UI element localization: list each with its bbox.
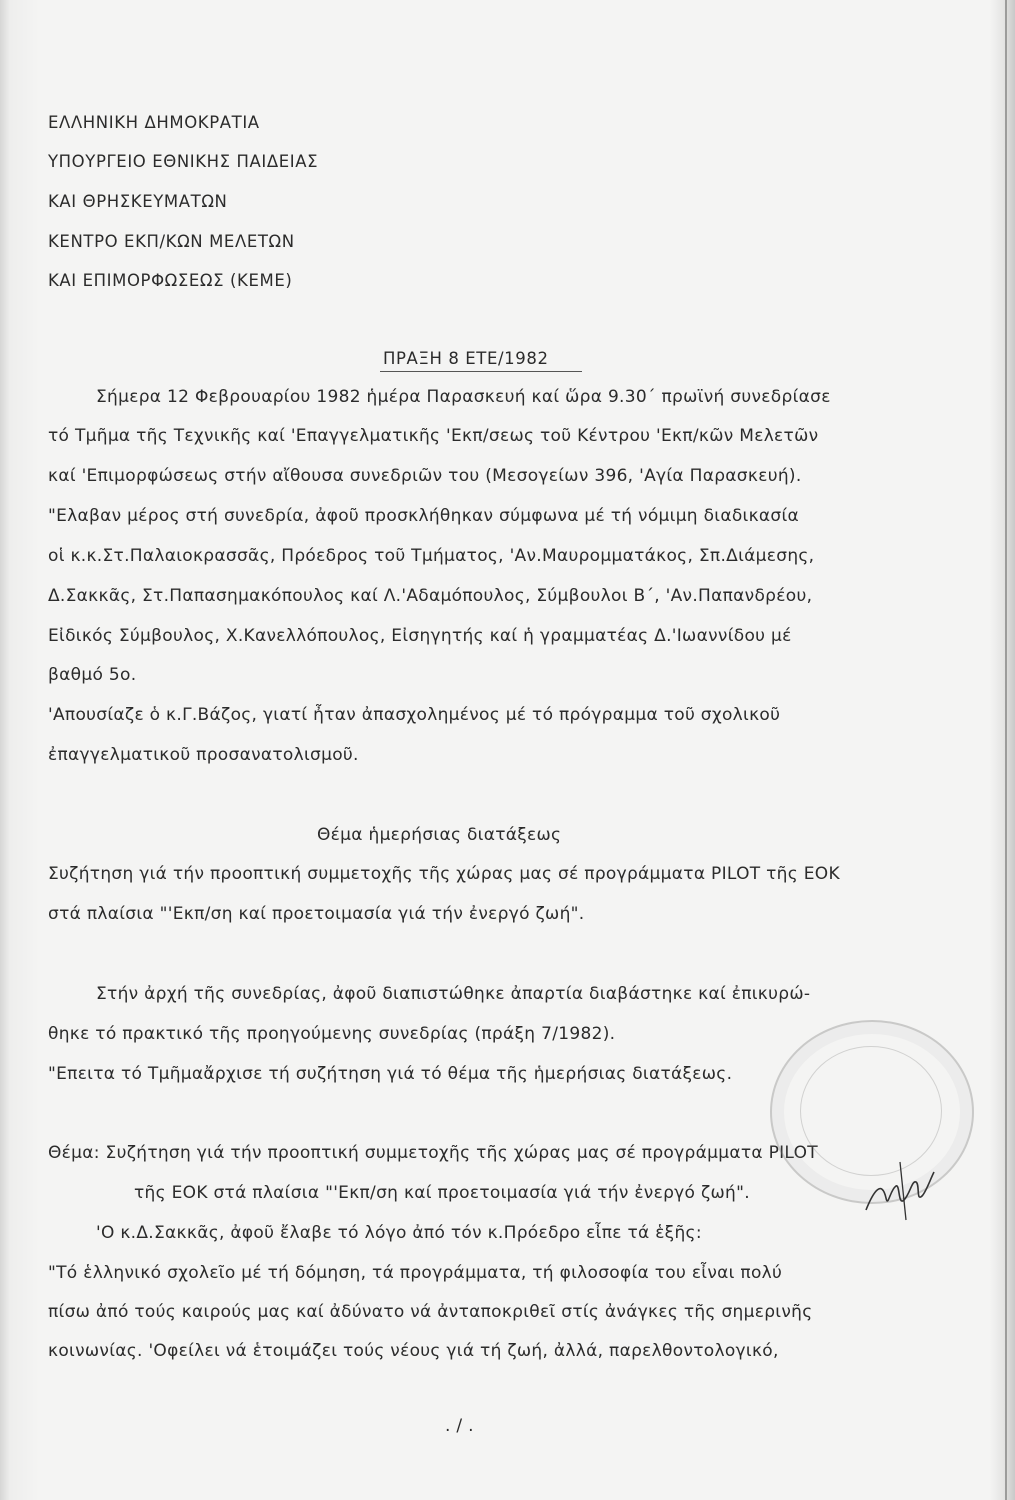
body-line-8: βαθμό 5ο.: [48, 665, 137, 685]
body-line-10: ἐπαγγελματικοῦ προσανατολισμοῦ.: [48, 745, 359, 765]
agenda-line-2: στά πλαίσια "'Εκπ/ση καί προετοιμασία γιά τήν ἐνεργό ζωή".: [48, 904, 585, 924]
header-line-4: ΚΕΝΤΡΟ ΕΚΠ/ΚΩΝ ΜΕΛΕΤΩΝ: [48, 232, 295, 251]
header-line-5: ΚΑΙ ΕΠΙΜΟΡΦΩΣΕΩΣ (ΚΕΜΕ): [48, 271, 293, 290]
body-line-9: 'Απουσίαζε ὁ κ.Γ.Βάζος, γιατί ἦταν ἀπασχολημένος μέ τό πρόγραμμα τοῦ σχολικοῦ: [48, 705, 781, 725]
body-line-5: οἱ κ.κ.Στ.Παλαιοκρασσᾶς, Πρόεδρος τοῦ Τμήματος, 'Αν.Μαυρομματάκος, Σπ.Διάμεσης,: [48, 546, 815, 566]
page-continuation-mark: . / .: [445, 1416, 474, 1436]
body-line-11: Στήν ἀρχή τῆς συνεδρίας, ἀφοῦ διαπιστώθηκε ἀπαρτία διαβάστηκε καί ἐπικυρώ-: [96, 984, 811, 1004]
document-title: ΠΡΑΞΗ 8 ΕΤΕ/1982: [383, 349, 549, 368]
subject-line-2: τῆς ΕΟΚ στά πλαίσια "'Εκπ/ση καί προετοιμασία γιά τήν ἐνεργό ζωή".: [134, 1183, 750, 1203]
header-line-2: ΥΠΟΥΡΓΕΙΟ ΕΘΝΙΚΗΣ ΠΑΙΔΕΙΑΣ: [48, 152, 319, 171]
body-line-1: Σήμερα 12 Φεβρουαρίου 1982 ἡμέρα Παρασκευή καί ὥρα 9.30΄ πρωϊνή συνεδρίασε: [96, 387, 831, 407]
paper-edge: [1005, 0, 1007, 1500]
body-line-4: "Ελαβαν μέρος στή συνεδρία, ἀφοῦ προσκλήθηκαν σύμφωνα μέ τή νόμιμη διαδικασία: [48, 506, 800, 526]
handwritten-signature: [860, 1150, 940, 1230]
body-line-13: "Επειτα τό Τμῆμαἄρχισε τή συζήτηση γιά τό θέμα τῆς ἡμερήσιας διατάξεως.: [48, 1064, 733, 1084]
body-line-14: 'Ο κ.Δ.Σακκᾶς, ἀφοῦ ἔλαβε τό λόγο ἀπό τόν κ.Πρόεδρο εἶπε τά ἑξῆς:: [96, 1223, 702, 1243]
body-line-12: θηκε τό πρακτικό τῆς προηγούμενης συνεδρίας (πράξη 7/1982).: [48, 1024, 616, 1044]
body-line-2: τό Τμῆμα τῆς Τεχνικῆς καί 'Επαγγελματικῆς 'Εκπ/σεως τοῦ Κέντρου 'Εκπ/κῶν Μελετῶν: [48, 426, 819, 446]
body-line-6: Δ.Σακκᾶς, Στ.Παπασημακόπουλος καί Λ.'Αδαμόπουλος, Σύμβουλοι Β΄, 'Αν.Παπανδρέου,: [48, 586, 813, 606]
agenda-line-1: Συζήτηση γιά τήν προοπτική συμμετοχῆς τῆς χώρας μας σέ προγράμματα PILOT τῆς ΕΟΚ: [48, 864, 840, 884]
body-line-17: κοινωνίας. 'Οφείλει νά ἑτοιμάζει τούς νέους γιά τή ζωή, ἀλλά, παρελθοντολογικό,: [48, 1341, 779, 1361]
title-underline: [380, 371, 582, 372]
agenda-heading: Θέμα ἡμερήσιας διατάξεως: [317, 825, 562, 845]
body-line-15: "Τό ἑλληνικό σχολεῖο μέ τή δόμηση, τά προγράμματα, τή φιλοσοφία του εἶναι πολύ: [48, 1263, 783, 1283]
subject-line-1: Θέμα: Συζήτηση γιά τήν προοπτική συμμετοχῆς τῆς χώρας μας σέ προγράμματα PILOT: [48, 1143, 818, 1163]
header-line-3: ΚΑΙ ΘΡΗΣΚΕΥΜΑΤΩΝ: [48, 192, 228, 211]
body-line-16: πίσω ἀπό τούς καιρούς μας καί ἀδύνατο νά ἀνταποκριθεῖ στίς ἀνάγκες τῆς σημερινῆς: [48, 1302, 813, 1322]
body-line-7: Εἰδικός Σύμβουλος, Χ.Κανελλόπουλος, Εἰσηγητής καί ἡ γραμματέας Δ.'Ιωαννίδου μέ: [48, 626, 792, 646]
header-line-1: ΕΛΛΗΝΙΚΗ ΔΗΜΟΚΡΑΤΙΑ: [48, 113, 260, 132]
body-line-3: καί 'Επιμορφώσεως στήν αἴθουσα συνεδριῶν του (Μεσογείων 396, 'Αγία Παρασκευή).: [48, 466, 802, 486]
